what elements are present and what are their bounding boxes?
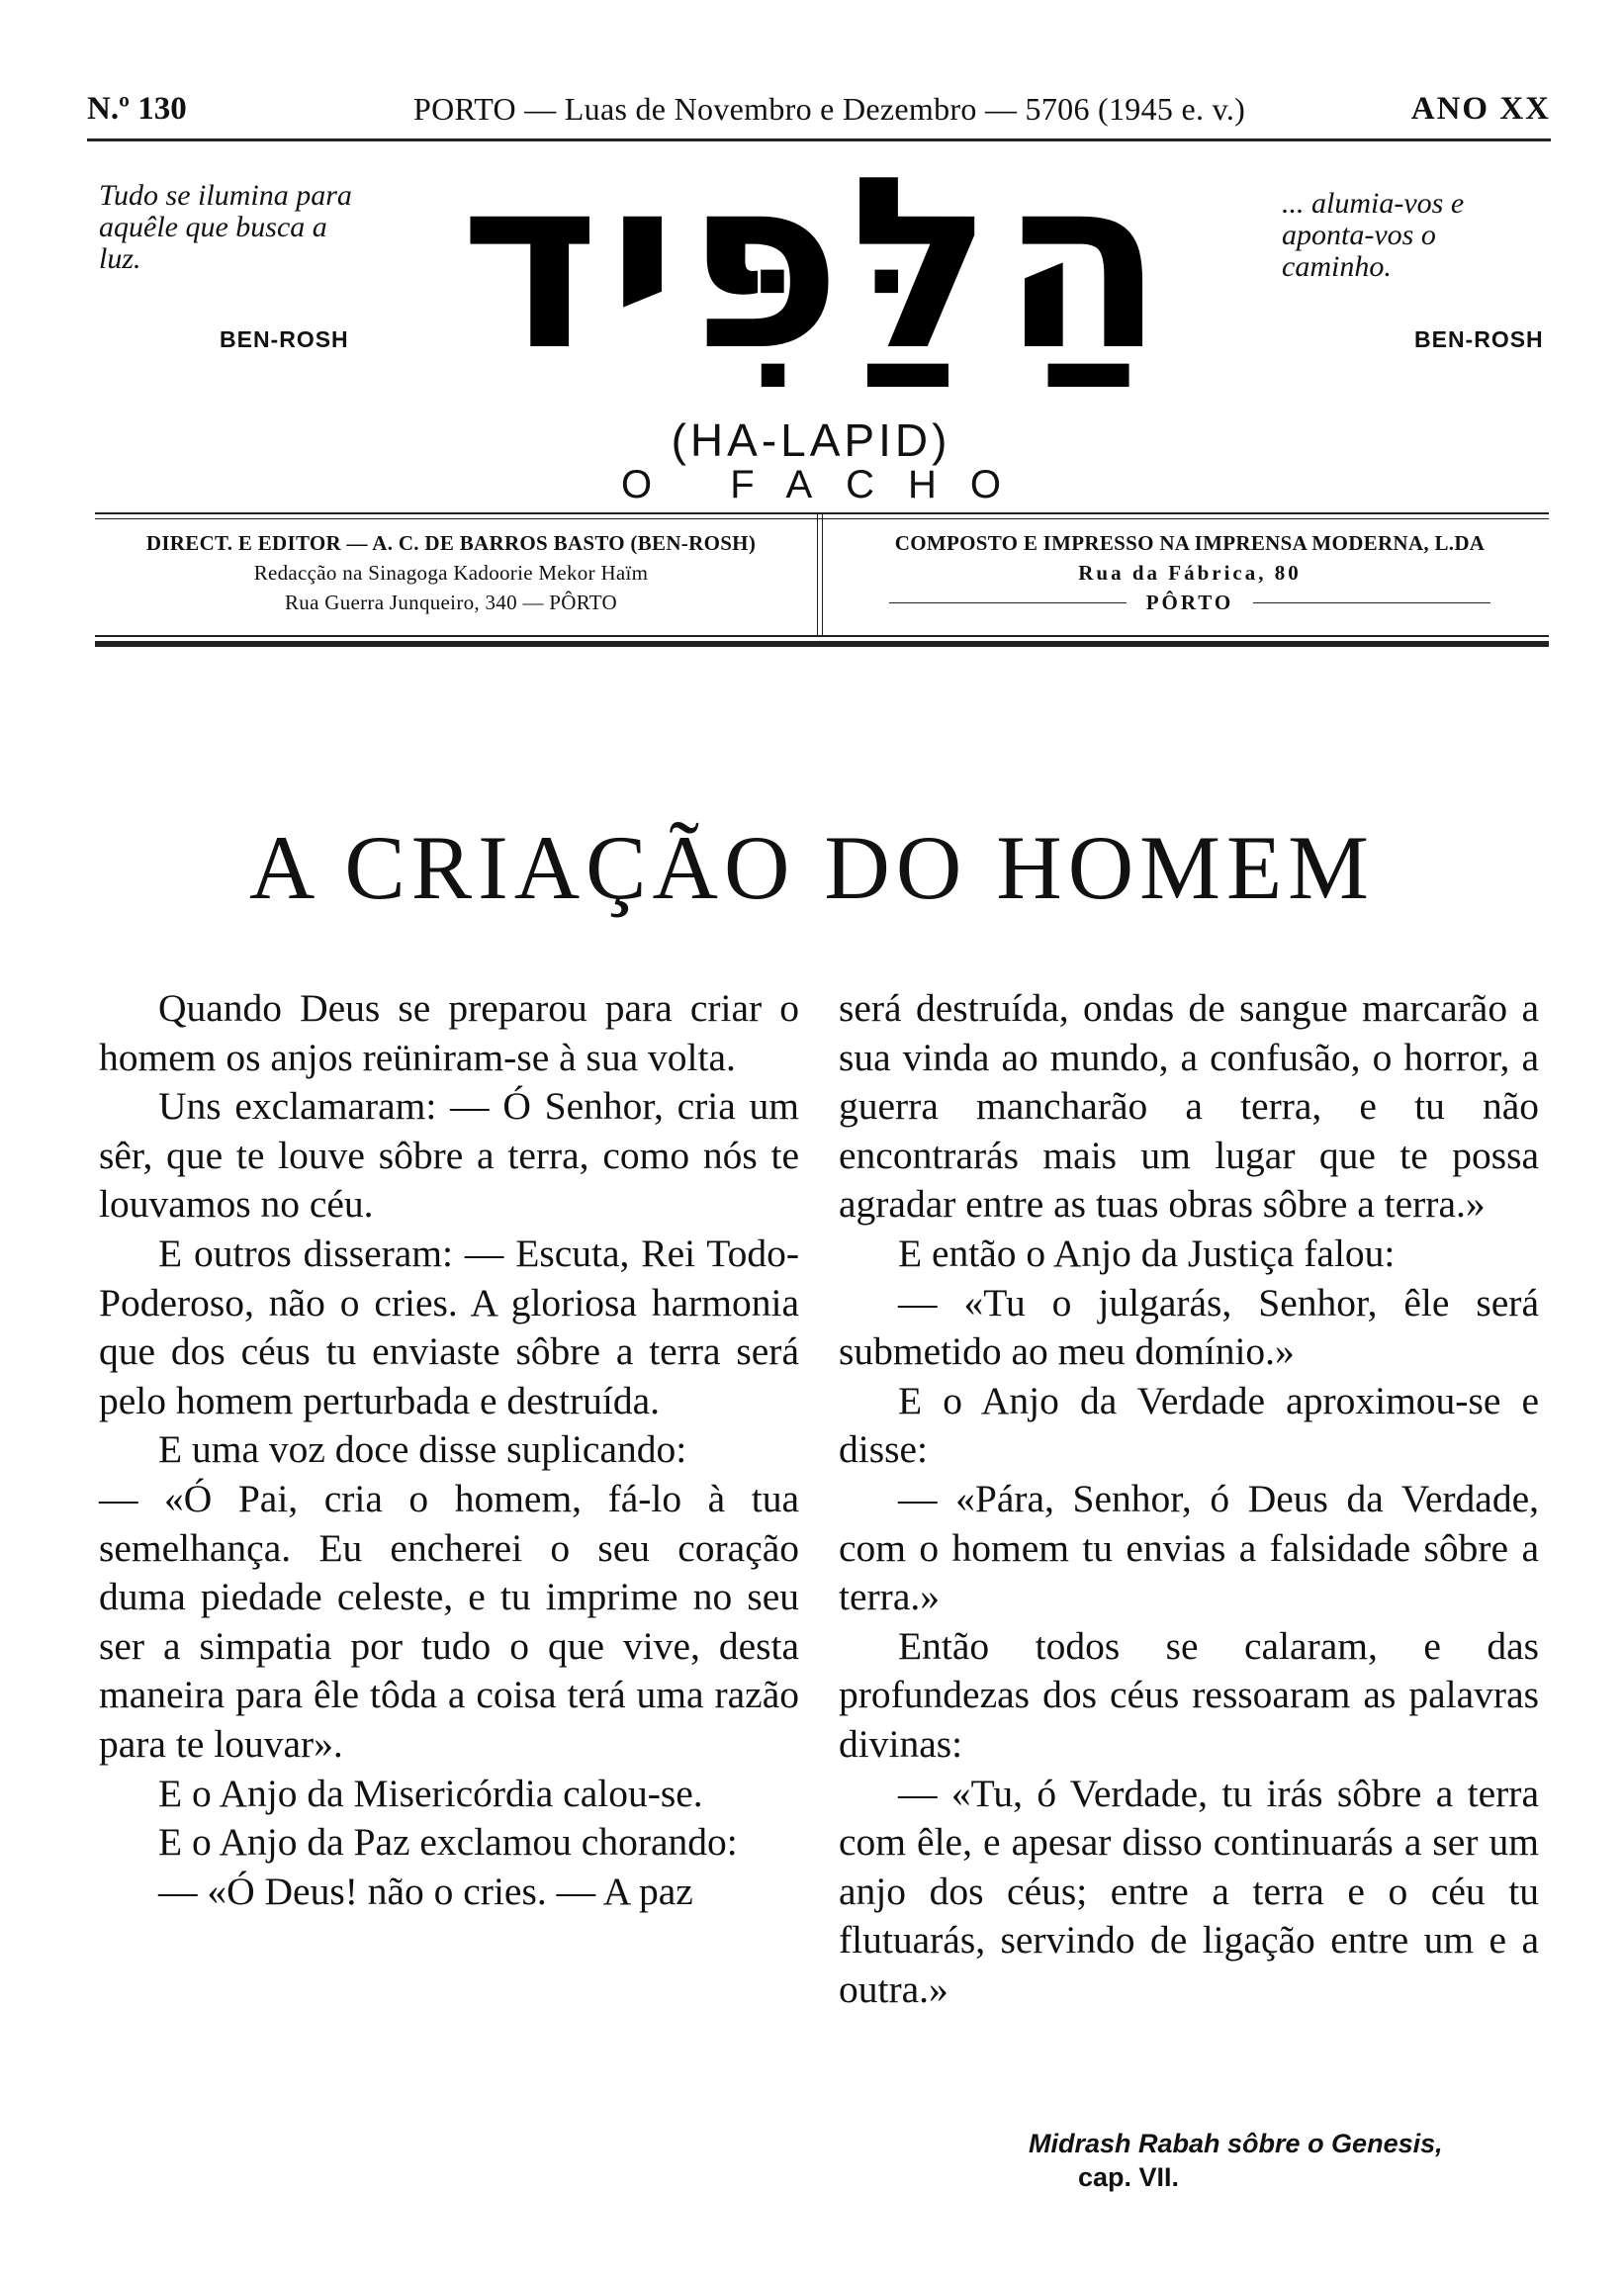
- imprint-editor: [95, 528, 807, 617]
- paragraph: — «Ó Deus! não o cries. — A paz: [158, 1869, 693, 1913]
- dash-rule: [1253, 602, 1490, 603]
- dash-rule: [889, 602, 1127, 603]
- imprint-street-line: Rua Guerra Junqueiro, 340 — PÔRTO: [284, 591, 618, 614]
- imprint-printer-line: COMPOSTO E IMPRESSO NA IMPRENSA MODERNA, L.DA: [894, 531, 1486, 555]
- source-title: Midrash Rabah sôbre o Genesis,: [1029, 2129, 1443, 2158]
- paragraph: E o Anjo da Paz exclamou chorando:: [158, 1820, 738, 1865]
- imprint-divider: [817, 514, 823, 635]
- motto-left: Tudo se ilumina para aquêle que busca a luz.: [99, 179, 352, 275]
- paragraph: E uma voz doce disse suplicando:: [158, 1427, 687, 1472]
- source-chapter: cap. VII.: [1078, 2162, 1180, 2192]
- imprint-printer-street: Rua da Fábrica, 80: [1078, 561, 1302, 585]
- motto-left-signature: BEN-ROSH: [220, 326, 349, 352]
- article-source: [1029, 2127, 1543, 2194]
- article-right-column: [839, 984, 1539, 2014]
- issue-number: N.º 130: [87, 91, 187, 127]
- paragraph: Quando Deus se preparou para criar o homem os anjos reüniram-se à sua volta.: [99, 986, 799, 1079]
- imprint-printer-city-row: [831, 588, 1549, 617]
- imprint-bottom-rule: [95, 635, 1549, 637]
- paragraph: E o Anjo da Verdade aproximou-se e disse:: [839, 1378, 1539, 1472]
- paragraph: — «Tu, ó Verdade, tu irás sôbre a terra com êle, e apesar disso continuarás a ser um anjo dos céus; entre a terra e o céu tu flutuarás, servindo de ligação entre um e a outra.»: [839, 1771, 1539, 2011]
- paragraph: será destruída, ondas de sangue marcarão a sua vinda ao mundo, a confusão, o horror, a guerra mancharão a terra, e tu não encontrarás mais um lugar que te possa agradar entre as tuas obras sôbre a terra.»: [839, 986, 1539, 1227]
- imprint-address-line: Redacção na Sinagoga Kadoorie Mekor Haïm: [253, 561, 649, 585]
- hebrew-title: הַלַּפִּיד: [460, 126, 1172, 403]
- latin-title: (HA-LAPID): [671, 414, 951, 466]
- imprint-editor-line: DIRECT. E EDITOR — A. C. DE BARROS BASTO (BEN-ROSH): [145, 531, 757, 555]
- paragraph: E o Anjo da Misericórdia calou-se.: [158, 1771, 703, 1815]
- latin-subtitle: O FACHO: [620, 463, 1036, 506]
- imprint-bottom-rule-thick: [95, 641, 1549, 647]
- article-title: A CRIAÇÃO DO HOMEM: [249, 816, 1375, 918]
- place-date: PORTO — Luas de Novembro e Dezembro — 5706 (1945 e. v.): [413, 91, 1246, 127]
- article-left-column: [99, 984, 799, 1916]
- paragraph: E outros disseram: — Escuta, Rei Todo-Poderoso, não o cries. A gloriosa harmonia que dos céus tu enviaste sôbre a terra será pelo homem perturbada e destruída.: [99, 1231, 799, 1422]
- motto-right: ... alumia-vos e aponta-vos o caminho.: [1282, 187, 1465, 283]
- paragraph: Uns exclamaram: — Ó Senhor, cria um sêr, que te louve sôbre a terra, como nós te louvamos no céu.: [99, 1084, 799, 1227]
- paragraph: — «Tu o julgarás, Senhor, êle será submetido ao meu domínio.»: [839, 1280, 1539, 1374]
- paragraph: E então o Anjo da Justiça falou:: [898, 1231, 1396, 1275]
- paragraph: — «Ó Pai, cria o homem, fá-lo à tua semelhança. Eu encherei o seu coração duma piedade celeste, e tu imprime no seu ser a simpatia por tudo o que vive, desta maneira para êle tôda a coisa terá uma razão para te louvar».: [99, 1476, 799, 1766]
- publication-year: ANO XX: [1410, 91, 1551, 127]
- paragraph: — «Pára, Senhor, ó Deus da Verdade, com o homem tu envias a falsidade sôbre a terra.»: [839, 1476, 1539, 1619]
- paragraph: Então todos se calaram, e das profundezas dos céus ressoaram as palavras divinas:: [839, 1623, 1539, 1766]
- imprint-printer: [831, 528, 1549, 617]
- imprint-printer-city: PÔRTO: [1145, 591, 1234, 614]
- motto-right-signature: BEN-ROSH: [1414, 326, 1544, 352]
